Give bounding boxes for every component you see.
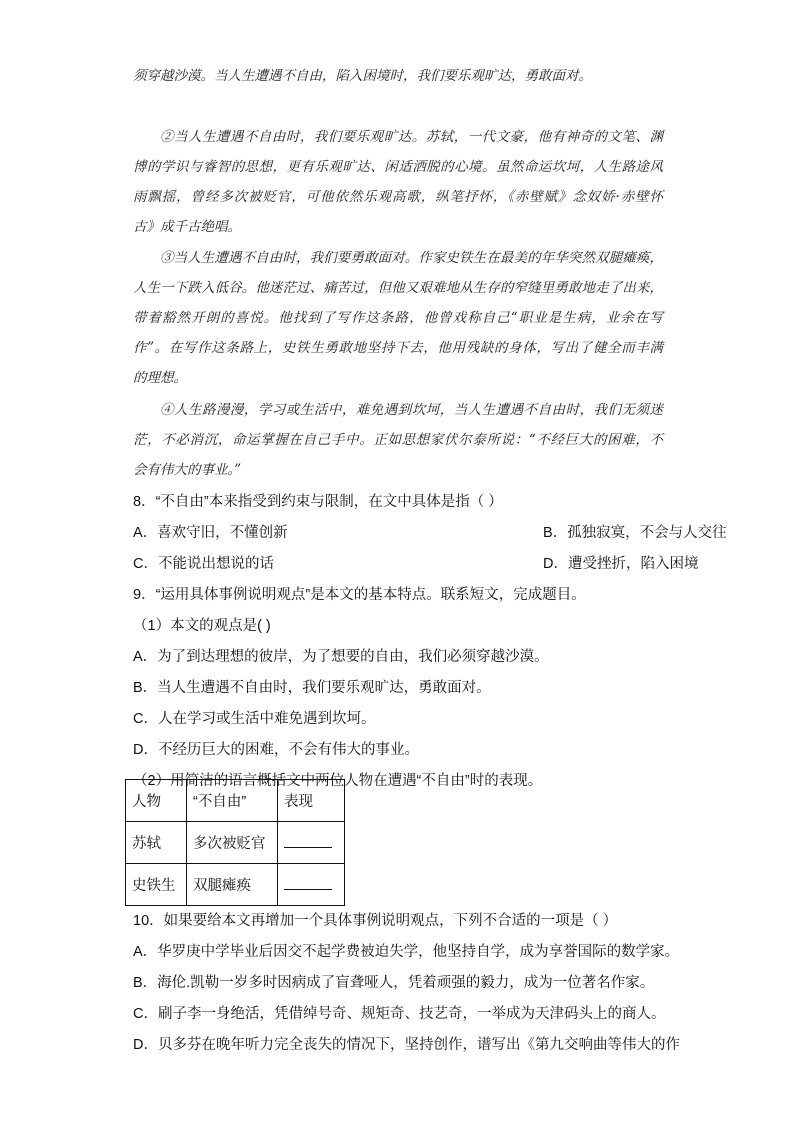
question-8-option-d[interactable]: D．遭受挫折，陷入困境	[543, 556, 699, 572]
question-10-stem: 10．如果要给本文再增加一个具体事例说明观点，下列不合适的一项是（ ）	[133, 913, 618, 929]
question-9-option-b[interactable]: B．当人生遭遇不自由时，我们要乐观旷达，勇敢面对。	[133, 680, 491, 696]
passage-line: 会有伟大的事业。”	[133, 462, 242, 478]
table-cell-answer-blank[interactable]	[278, 864, 345, 906]
table-cell-unfree: 双腿瘫痪	[187, 864, 278, 906]
question-9-option-a[interactable]: A．为了到达理想的彼岸，为了想要的自由，我们必须穿越沙漠。	[133, 649, 549, 665]
question-9-stem: 9．“运用具体事例说明观点”是本文的基本特点。联系短文，完成题目。	[133, 587, 586, 603]
passage-line: ③当人生遭遇不自由时，我们要勇敢面对。作家史铁生在最美的年华突然双腿瘫痪，	[160, 250, 663, 266]
table-row	[126, 822, 345, 864]
question-9-sub2: （2）用简洁的语言概括文中两位人物在遭遇“不自由”时的表现。	[133, 773, 543, 789]
table-cell-answer-blank[interactable]	[278, 822, 345, 864]
question-8-stem: 8．“不自由”本来指受到约束与限制，在文中具体是指（ ）	[133, 494, 503, 510]
table-header-cell: 人物	[126, 780, 187, 822]
table-cell-unfree: 多次被贬官	[187, 822, 278, 864]
question-10-option-b[interactable]: B．海伦.凯勒一岁多时因病成了盲聋哑人，凭着顽强的毅力，成为一位著名作家。	[133, 975, 655, 991]
table-header-cell: “不自由”	[187, 780, 278, 822]
passage-line: 雨飘摇，曾经多次被贬官，可他依然乐观高歌，纵笔抒怀，《赤壁赋》念奴娇·赤壁怀	[133, 189, 663, 205]
answer-table	[125, 779, 345, 906]
passage-line: 博的学识与睿智的思想，更有乐观旷达、闲适洒脱的心境。虽然命运坎坷，人生路途风	[133, 159, 663, 175]
question-8-option-a[interactable]: A．喜欢守旧，不懂创新	[133, 525, 288, 541]
table-header-cell: 表现	[278, 780, 345, 822]
passage-line: ④人生路漫漫，学习或生活中，难免遇到坎坷，当人生遭遇不自由时，我们无须迷	[160, 402, 663, 418]
question-10-option-d[interactable]: D．贝多芬在晚年听力完全丧失的情况下，坚持创作，谱写出《第九交响曲等伟大的作	[133, 1037, 680, 1053]
table-header-row	[126, 780, 345, 822]
question-10-option-a[interactable]: A．华罗庚中学毕业后因交不起学费被迫失学，他坚持自学，成为享誉国际的数学家。	[133, 944, 680, 960]
passage-line: ②当人生遭遇不自由时，我们要乐观旷达。苏轼，一代文豪，他有神奇的文笔、渊	[160, 129, 663, 145]
question-8-option-b[interactable]: B．孤独寂寞，不会与人交往	[543, 525, 727, 541]
passage-line: 古》成千古绝唱。	[133, 219, 241, 235]
answer-blank-line[interactable]	[284, 875, 332, 890]
passage-line: 作”。在写作这条路上，史铁生勇敢地坚持下去，他用残缺的身体，写出了健全而丰满	[133, 340, 663, 356]
answer-blank-line[interactable]	[284, 833, 332, 848]
question-8-option-c[interactable]: C．不能说出想说的话	[133, 556, 274, 572]
question-9-option-c[interactable]: C．人在学习或生活中难免遇到坎坷。	[133, 711, 376, 727]
passage-line: 人生一下跌入低谷。他迷茫过、痛苦过，但他又艰难地从生存的窄缝里勇敢地走了出来，	[133, 280, 663, 296]
passage-line: 带着豁然开朗的喜悦。他找到了写作这条路，他曾戏称自己“职业是生病，业余在写	[133, 310, 663, 326]
question-10-option-c[interactable]: C．刷子李一身绝活，凭借绰号奇、规矩奇、技艺奇，一举成为天津码头上的商人。	[133, 1006, 666, 1022]
table-cell-person: 史铁生	[126, 864, 187, 906]
passage-line: 须穿越沙漠。当人生遭遇不自由，陷入困境时，我们要乐观旷达，勇敢面对。	[133, 68, 592, 84]
table-row	[126, 864, 345, 906]
question-9-option-d[interactable]: D．不经历巨大的困难，不会有伟大的事业。	[133, 742, 419, 758]
question-9-sub1: （1）本文的观点是( )	[133, 618, 271, 634]
passage-line: 的理想。	[133, 370, 187, 386]
passage-line: 茫，不必消沉，命运掌握在自己手中。正如思想家伏尔泰所说：“不经巨大的困难，不	[133, 432, 663, 448]
question-8-row2	[133, 549, 699, 580]
table-cell-person: 苏轼	[126, 822, 187, 864]
question-8-row1	[133, 518, 727, 549]
